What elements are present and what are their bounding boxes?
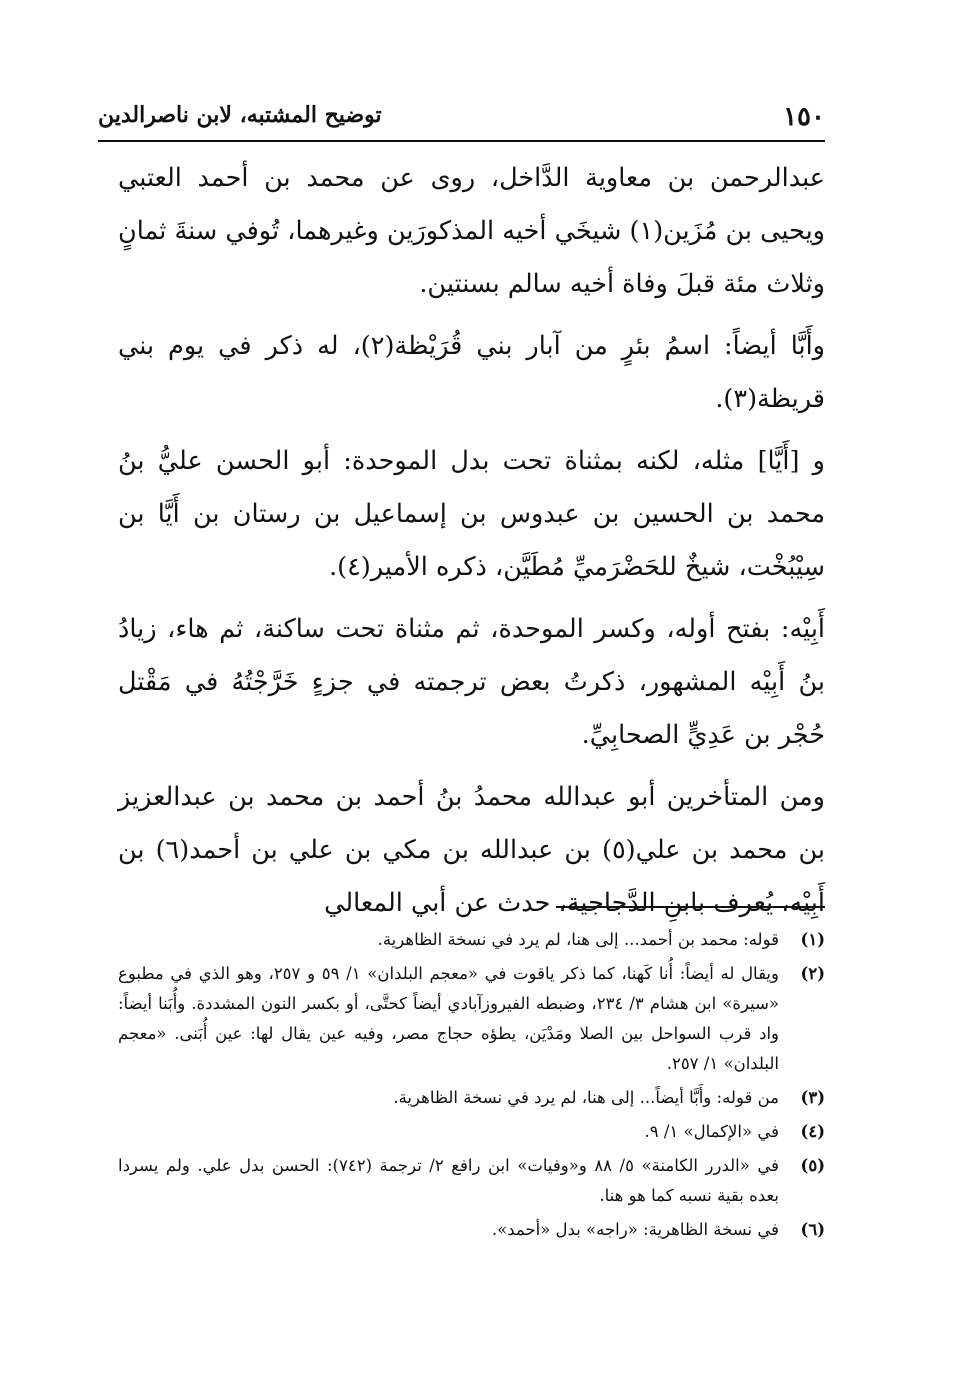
footnote-text: قوله: محمد بن أحمد... إلى هنا، لم يرد في نسخة الظاهرية. [377, 930, 779, 949]
paragraph: وأَبَّا أيضاً: اسمُ بئرٍ من آبار بني قُرَيْظة(٢)، له ذكر في يوم بني قريظة(٣). [118, 331, 825, 414]
page-number: ١٥٠ [783, 102, 825, 132]
footnote-number: (٥) [800, 1156, 825, 1175]
paragraph: و [أَيَّا] مثله، لكنه بمثناة تحت بدل الموحدة: أبو الحسن عليُّ بنُ محمد بن الحسين بن عبدوس بن إسماعيل بن رستان بن أَيَّا بن سِيْبُخْت، شيخٌ للحَضْرَميِّ مُطَيَّن، ذكره الأمير(٤). [118, 446, 825, 582]
footnote-text: في نسخة الظاهرية: «راجه» بدل «أحمد». [491, 1220, 779, 1239]
footnote [118, 1083, 825, 1113]
footnotes [118, 925, 825, 1249]
footnote [118, 925, 825, 955]
footnote-number: (٢) [800, 964, 825, 983]
footnote-number: (٤) [800, 1122, 825, 1141]
footnote-text: ويقال له أيضاً: أُنا كَهنا، كما ذكر ياقوت في «معجم البلدان» ١/ ٥٩ و ٢٥٧، وهو الذي في مطبوع «سيرة» ابن هشام ٣/ ٢٣٤، وضبطه الفيروزآبادي أيضاً كحتَّى، أو بكسر النون المشددة. وأُبَنا أيضاً: واد قرب السواحل بين الصلا ومَدْيَن، يطؤه حجاج مصر، وفيه عين يقال لها: عين أُبَنى. «معجم البلدان» ١/ ٢٥٧. [118, 964, 779, 1073]
footnote-divider [556, 906, 825, 908]
footnote [118, 1117, 825, 1147]
paragraph: عبدالرحمن بن معاوية الدَّاخل، روى عن محمد بن أحمد العتبي ويحيى بن مُزَين(١) شيخَي أخيه المذكورَين وغيرهما، تُوفي سنةَ ثمانٍ وثلاث مئة قبلَ وفاة أخيه سالم بسنتين. [118, 163, 825, 299]
footnote-text: في «الإكمال» ١/ ٩. [644, 1122, 779, 1141]
footnote-text: من قوله: وأَبَّا أيضاً... إلى هنا، لم يرد في نسخة الظاهرية. [393, 1088, 779, 1107]
footnote-number: (٦) [800, 1220, 825, 1239]
footnote-number: (٣) [800, 1088, 825, 1107]
header-divider [98, 140, 825, 142]
footnote-text: في «الدرر الكامنة» ٥/ ٨٨ و«وفيات» ابن رافع ٢/ ترجمة (٧٤٢): الحسن بدل علي. ولم يسردا بعده بقية نسبه كما هو هنا. [118, 1156, 779, 1205]
footnote [118, 959, 825, 1079]
paragraph: ومن المتأخرين أبو عبدالله محمدُ بنُ أحمد بن محمد بن عبدالعزيز بن محمد بن علي(٥) بن عبدالله بن مكي بن علي بن أحمد(٦) بن أَبِيْه، يُعرف بابنِ الدَّجاجية، حدث عن أبي المعالي [118, 782, 825, 918]
paragraph: أَبِيْه: بفتح أوله، وكسر الموحدة، ثم مثناة تحت ساكنة، ثم هاء، زيادُ بنُ أَبِيْه المشهور، ذكرتُ بعض ترجمته في جزءٍ خَرَّجْتُهُ في مَقْتل حُجْر بن عَدِيٍّ الصحابِيِّ. [118, 614, 825, 750]
page-header [98, 100, 825, 136]
running-title: توضيح المشتبه، لابن ناصرالدين [98, 102, 382, 128]
footnote-number: (١) [800, 930, 825, 949]
footnote [118, 1215, 825, 1245]
footnote [118, 1151, 825, 1211]
main-text [118, 152, 825, 939]
